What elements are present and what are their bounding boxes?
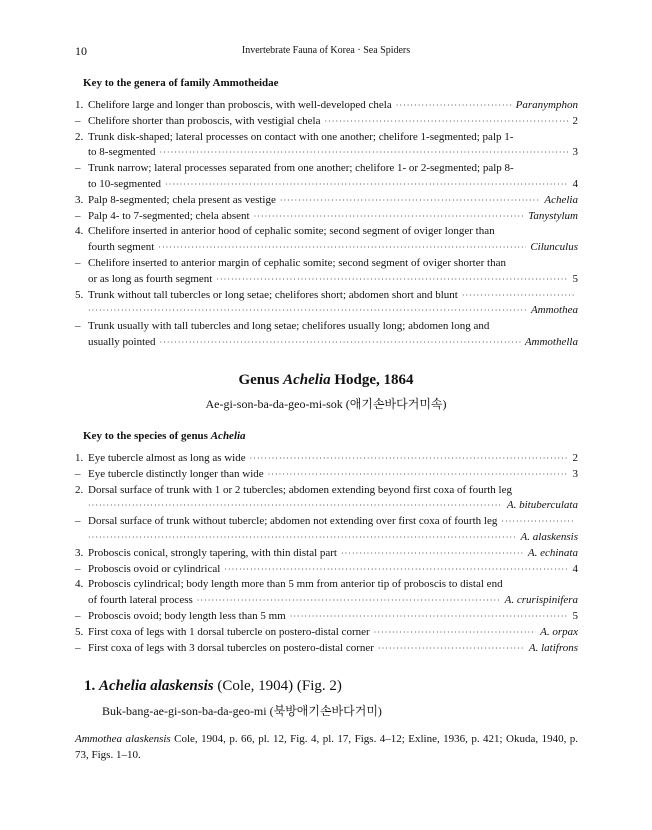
key-answer: 2	[572, 114, 578, 127]
leader-dots	[88, 303, 527, 319]
couplet-number: 1.	[75, 452, 84, 464]
key-couplet: 4. Chelifore inserted in anterior hood of cephalic somite; second segment of oviger longer than fourth segment ····· Cilunculus	[75, 224, 578, 256]
key-answer: Tanystylum	[528, 209, 578, 222]
couplet-number: –	[75, 609, 81, 622]
couplet-number: 2.	[75, 130, 84, 143]
synonymy-paragraph: Ammothea alaskensis Cole, 1904, p. 66, pl. 12, Fig. 4, pl. 17, Figs. 4–12; Exline, 1936, p. 421; Okuda, 1940, p. 73, Figs. 1–10.	[75, 733, 579, 761]
genus-title: Genus Achelia Hodge, 1864	[238, 372, 414, 388]
leader-dots	[501, 514, 574, 530]
key-couplet: – Chelifore inserted to anterior margin of cephalic somite; second segment of oviger shorter than or as long as fourth segment ····· 5	[75, 256, 578, 288]
key-couplet: – Trunk narrow; lateral processes separated from one another; chelifore 1- or 2-segmented; palp 8- to 10-segmented ····· 4	[75, 161, 578, 193]
key-couplet: 2. Trunk disk-shaped; lateral processes on contact with one another; chelifore 1-segmented; palp 1- to 8-segmented ····· 3	[75, 130, 578, 162]
leader-dots	[324, 114, 568, 130]
genera-key-heading: Key to the genera of family Ammotheidae	[83, 77, 279, 89]
key-couplet: 4. Proboscis cylindrical; body length more than 5 mm from anterior tip of proboscis to distal end of fourth lateral process ····· A. crurispinifera	[75, 577, 578, 609]
couplet-number: –	[75, 256, 81, 269]
couplet-number: –	[75, 515, 81, 528]
leader-dots	[197, 593, 501, 609]
couplet-number: 1.	[75, 99, 84, 111]
key-answer: Cilunculus	[530, 241, 578, 254]
key-couplet: – Chelifore shorter than proboscis, with vestigial chela ····· 2	[75, 114, 578, 130]
leader-dots	[158, 240, 526, 256]
key-answer: A. latifrons	[528, 641, 578, 654]
leader-dots	[462, 288, 574, 304]
species-key-heading: Key to the species of genus Achelia	[83, 430, 246, 442]
couplet-number: 2.	[75, 483, 84, 496]
leader-dots	[254, 209, 525, 225]
key-couplet: – Eye tubercle distinctly longer than wide ····· 3	[75, 467, 578, 483]
key-answer: 5	[572, 272, 578, 285]
couplet-number: 3.	[75, 193, 84, 206]
leader-dots	[160, 145, 569, 161]
leader-dots	[378, 641, 525, 657]
couplet-number: 5.	[75, 288, 84, 301]
leader-dots	[374, 625, 536, 641]
key-answer: 4	[572, 177, 578, 190]
key-answer: A. echinata	[527, 546, 578, 559]
key-couplet: 3. Proboscis conical, strongly tapering, with thin distal part ····· A. echinata	[75, 546, 578, 562]
key-answer: Ammothea	[530, 304, 578, 317]
key-answer: 4	[572, 562, 578, 575]
key-couplet: 2. Dorsal surface of trunk with 1 or 2 tubercles; abdomen extending beyond first coxa of fourth leg ····· A. bituberculata	[75, 483, 578, 515]
couplet-number: 5.	[75, 625, 84, 638]
page-number: 10	[75, 44, 87, 58]
key-answer: Paranymphon	[515, 99, 578, 111]
key-couplet: – Palp 4- to 7-segmented; chela absent ····· Tanystylum	[75, 209, 578, 225]
couplet-number: –	[75, 114, 81, 127]
leader-dots	[290, 609, 569, 625]
key-couplet: 5. Trunk without tall tubercles or long setae; chelifores short; abdomen short and blunt ····· ····· Ammothea	[75, 288, 578, 320]
genera-key	[75, 98, 578, 351]
couplet-number: –	[75, 320, 81, 333]
couplet-number: 4.	[75, 225, 84, 238]
key-couplet: 5. First coxa of legs with 1 dorsal tubercle on postero-distal corner ····· A. orpax	[75, 625, 578, 641]
leader-dots	[250, 451, 569, 467]
key-answer: A. orpax	[540, 625, 578, 638]
leader-dots	[224, 562, 568, 578]
key-answer: 2	[572, 452, 578, 464]
key-couplet: – Proboscis ovoid; body length less than 5 mm ····· 5	[75, 609, 578, 625]
key-couplet: 3. Palp 8-segmented; chela present as vestige ····· Achelia	[75, 193, 578, 209]
leader-dots	[88, 530, 517, 546]
species-title: 1. Achelia alaskensis (Cole, 1904) (Fig. 2)	[84, 678, 342, 694]
couplet-number: –	[75, 467, 81, 480]
key-answer: A. crurispinifera	[504, 594, 578, 607]
leader-dots	[216, 272, 568, 288]
leader-dots	[88, 498, 503, 514]
leader-dots	[396, 98, 512, 114]
leader-dots	[341, 546, 524, 562]
key-couplet: – Dorsal surface of trunk without tubercle; abdomen not extending over first coxa of fourth leg ····· ····· A. alaskensis	[75, 514, 578, 546]
key-couplet: 1. Eye tubercle almost as long as wide ····· 2	[75, 451, 578, 467]
key-answer: 3	[572, 467, 578, 480]
leader-dots	[160, 335, 521, 351]
leader-dots	[268, 467, 569, 483]
couplet-number: –	[75, 209, 81, 222]
couplet-number: 3.	[75, 546, 84, 559]
couplet-number: –	[75, 562, 81, 575]
couplet-number: –	[75, 162, 81, 175]
couplet-number: 4.	[75, 578, 84, 591]
key-answer: A. bituberculata	[506, 499, 578, 512]
key-couplet: – Proboscis ovoid or cylindrical ····· 4	[75, 562, 578, 578]
key-couplet: – Trunk usually with tall tubercles and long setae; chelifores usually long; abdomen long and usually pointed ····· Ammothella	[75, 319, 578, 351]
couplet-number: –	[75, 641, 81, 654]
key-answer: Ammothella	[524, 335, 578, 348]
genus-korean-name: Ae-gi-son-ba-da-geo-mi-sok (애기손바다거미속)	[205, 397, 447, 411]
species-korean-name: Buk-bang-ae-gi-son-ba-da-geo-mi (북방애기손바다거미)	[102, 704, 382, 718]
key-couplet: 1. Chelifore large and longer than proboscis, with well-developed chela ····· Paranymphon	[75, 98, 578, 114]
species-key	[75, 451, 578, 656]
leader-dots	[165, 177, 568, 193]
key-answer: A. alaskensis	[520, 530, 578, 543]
key-answer: 3	[572, 146, 578, 159]
running-header: Invertebrate Fauna of Korea · Sea Spiders	[241, 45, 411, 56]
key-answer: 5	[572, 609, 578, 622]
leader-dots	[280, 193, 541, 209]
key-answer: Achelia	[544, 193, 578, 206]
key-couplet: – First coxa of legs with 3 dorsal tubercles on postero-distal corner ····· A. latifrons	[75, 641, 578, 657]
